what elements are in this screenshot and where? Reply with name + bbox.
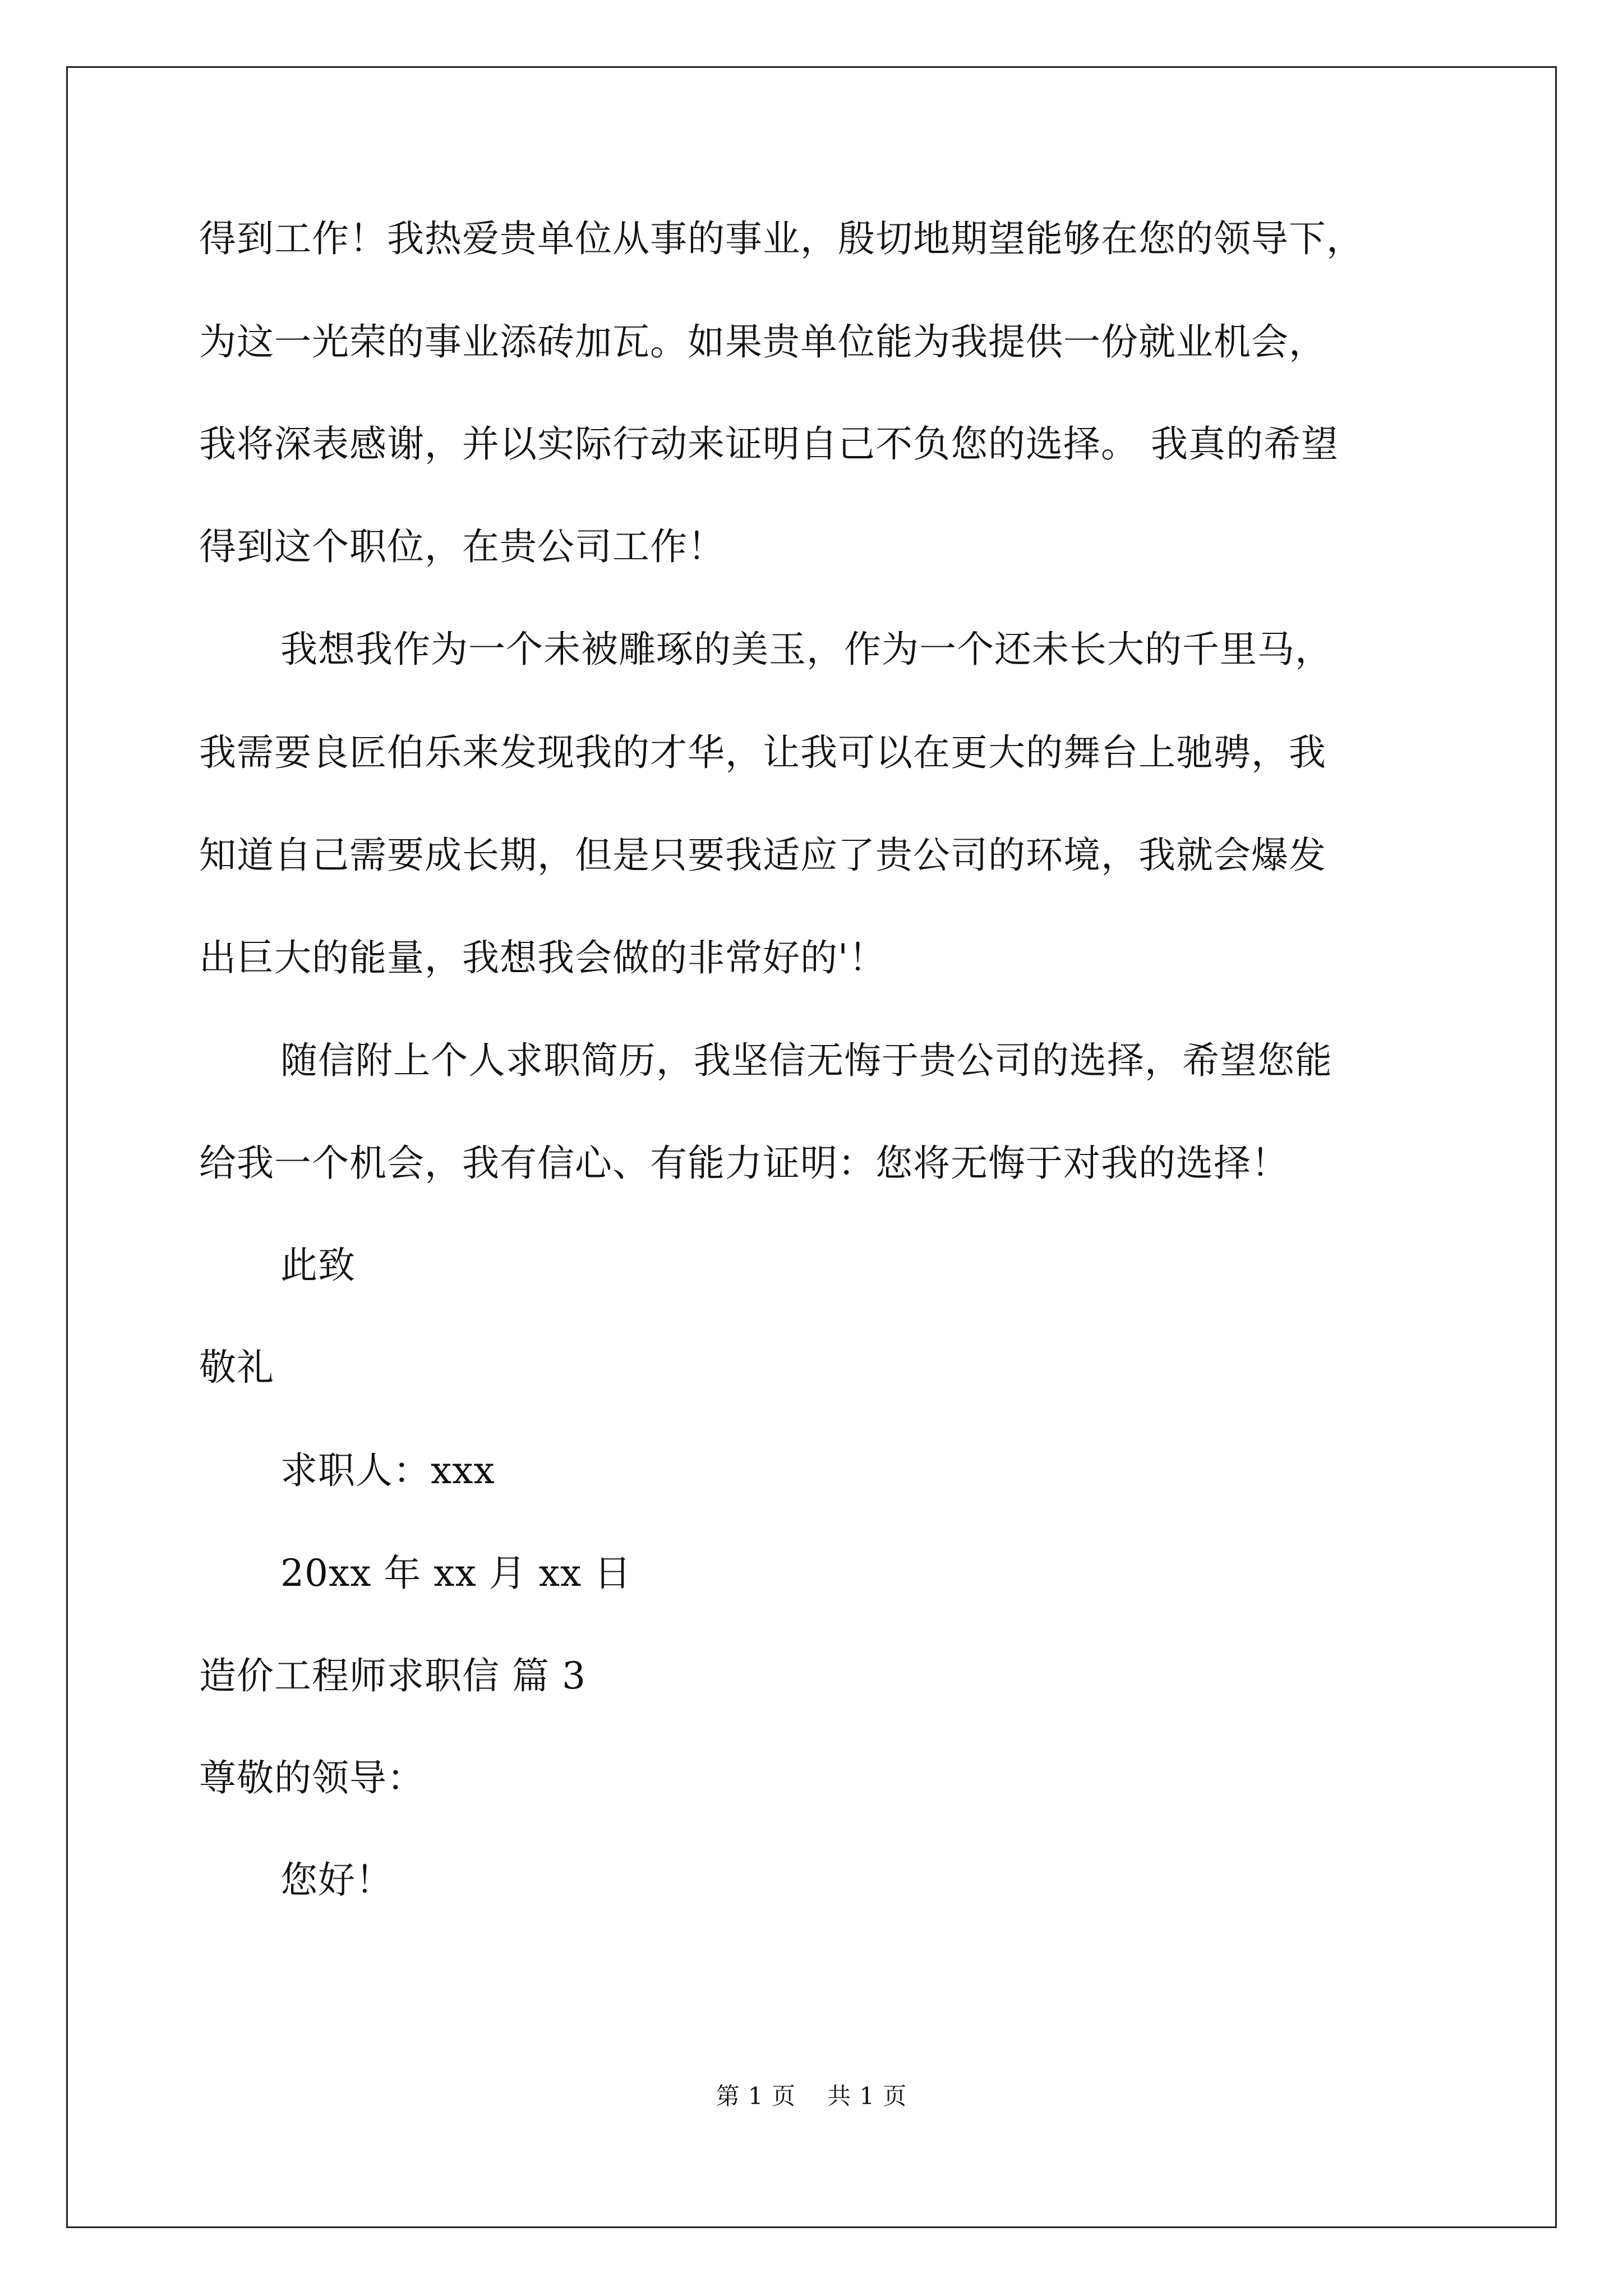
page-number: 第 1 页: [716, 2082, 796, 2110]
body-line-7: 知道自己需要成长期，但是只要我适应了贵公司的环境，我就会爆发: [199, 834, 1326, 877]
section-heading: 造价工程师求职信 篇 3: [199, 1654, 586, 1697]
page-footer: [0, 2082, 1623, 2110]
body-line-4: 得到这个职位，在贵公司工作！: [199, 525, 725, 568]
body-line-2: 为这一光荣的事业添砖加瓦。如果贵单位能为我提供一份就业机会，: [199, 320, 1326, 364]
greeting-line: 尊敬的领导：: [199, 1756, 425, 1800]
letter-date: 20xx 年 xx 月 xx 日: [280, 1552, 632, 1595]
body-line-3: 我将深表感谢，并以实际行动来证明自己不负您的选择。 我真的希望: [199, 422, 1339, 466]
closing-regards: 敬礼: [199, 1346, 274, 1389]
body-line-10: 给我一个机会，我有信心、有能力证明：您将无悔于对我的选择！: [199, 1142, 1289, 1185]
body-line-8: 出巨大的能量，我想我会做的非常好的'！: [199, 936, 887, 979]
body-line-6: 我需要良匠伯乐来发现我的才华，让我可以在更大的舞台上驰骋，我: [199, 731, 1326, 774]
closing-salutation: 此致: [280, 1244, 356, 1287]
body-line-9: 随信附上个人求职简历，我坚信无悔于贵公司的选择，希望您能: [280, 1039, 1332, 1082]
page-total: 共 1 页: [827, 2082, 907, 2110]
body-line-1: 得到工作！我热爱贵单位从事的事业，殷切地期望能够在您的领导下，: [199, 217, 1364, 260]
greeting-hello: 您好！: [280, 1858, 393, 1902]
applicant-name: 求职人：xxx: [280, 1449, 495, 1492]
body-line-5: 我想我作为一个未被雕琢的美玉，作为一个还未长大的千里马，: [280, 628, 1332, 671]
